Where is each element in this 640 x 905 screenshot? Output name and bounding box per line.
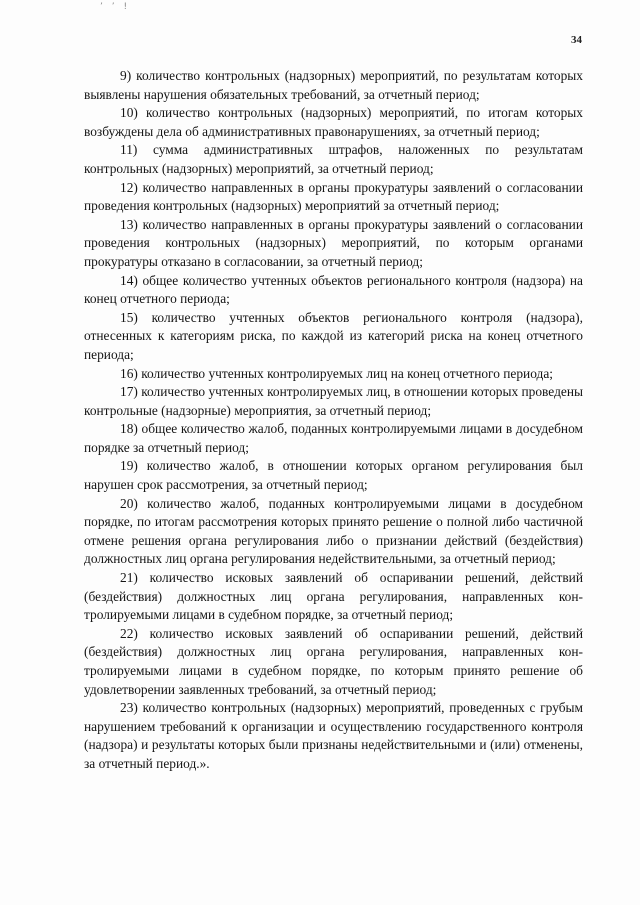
list-item-15: 15) количество учтенных объектов регионального контроля (надзора), отнесенных к категориям риска, по каждой из категорий риска на конец отчетного периода; <box>84 309 583 362</box>
document-body <box>84 67 583 774</box>
list-item-10: 10) количество контрольных (надзорных) мероприятий, по итогам которых возбуждены дела об административных правонарушениях, за отчетный период; <box>84 105 583 139</box>
page-number: 34 <box>571 34 582 46</box>
list-item-19: 19) количество жалоб, в отношении которых органом регулирования был нарушен срок рассмотрения, за отчетный период; <box>84 458 583 493</box>
list-item-22: 22) количество исковых заявлений об оспаривании решений, действий (бездействия) должностных лиц органа регулирования, направленных контролируемыми лицами в судебном порядке, по которым принято решение об удовлетворении заявленных требований, за отчетный период; <box>84 625 583 697</box>
list-item-11: 11) сумма административных штрафов, наложенных по результатам контрольных (надзорных) мероприятий, за отчетный период; <box>84 142 583 176</box>
list-item-12: 12) количество направленных в органы прокуратуры заявлений о согласовании проведения контрольных (надзорных) мероприятий за отчетный период; <box>84 179 583 214</box>
list-item-17: 17) количество учтенных контролируемых лиц, в отношении которых проведены контрольные (надзорные) мероприятия, за отчетный период; <box>84 384 583 418</box>
list-item-23: 23) количество контрольных (надзорных) мероприятий, проведенных с грубым нарушением требований к организации и осуществлению государственного контроля (надзора) и результаты которых были признаны недействительными и (или) отменены, за отчетный период.». <box>84 700 583 771</box>
list-item-21: 21) количество исковых заявлений об оспаривании решений, действий (бездействия) должностных лиц органа регулирования, направленных контролируемыми лицами в судебном порядке, за отчетный период; <box>84 570 583 623</box>
list-item-20: 20) количество жалоб, поданных контролируемыми лицами в досудебном порядке, по итогам рассмотрения которых принято решение о полной либо частичной отмене решения органа регулирования либо о признании действий (бездействия) должностных лиц органа регулирования недействительными, за отчетный период; <box>84 495 583 567</box>
list-item-18: 18) общее количество жалоб, поданных контролируемыми лицами в досудебном порядке за отчетный период; <box>84 421 583 455</box>
list-item-14: 14) общее количество учтенных объектов регионального контроля (надзора) на конец отчетного периода; <box>84 272 583 307</box>
list-item-13: 13) количество направленных в органы прокуратуры заявлений о согласовании проведения контрольных (надзорных) мероприятий, по которым органами прокуратуры отказано в согласовании, за отчетный период; <box>84 216 583 269</box>
list-item-9: 9) количество контрольных (надзорных) мероприятий, по результатам которых выявлены нарушения обязательных требований, за отчетный период; <box>84 68 583 102</box>
list-item-16: 16) количество учтенных контролируемых лиц на конец отчетного периода; <box>120 365 554 381</box>
scan-artifact-marks: ’ ’ ! <box>100 2 131 12</box>
